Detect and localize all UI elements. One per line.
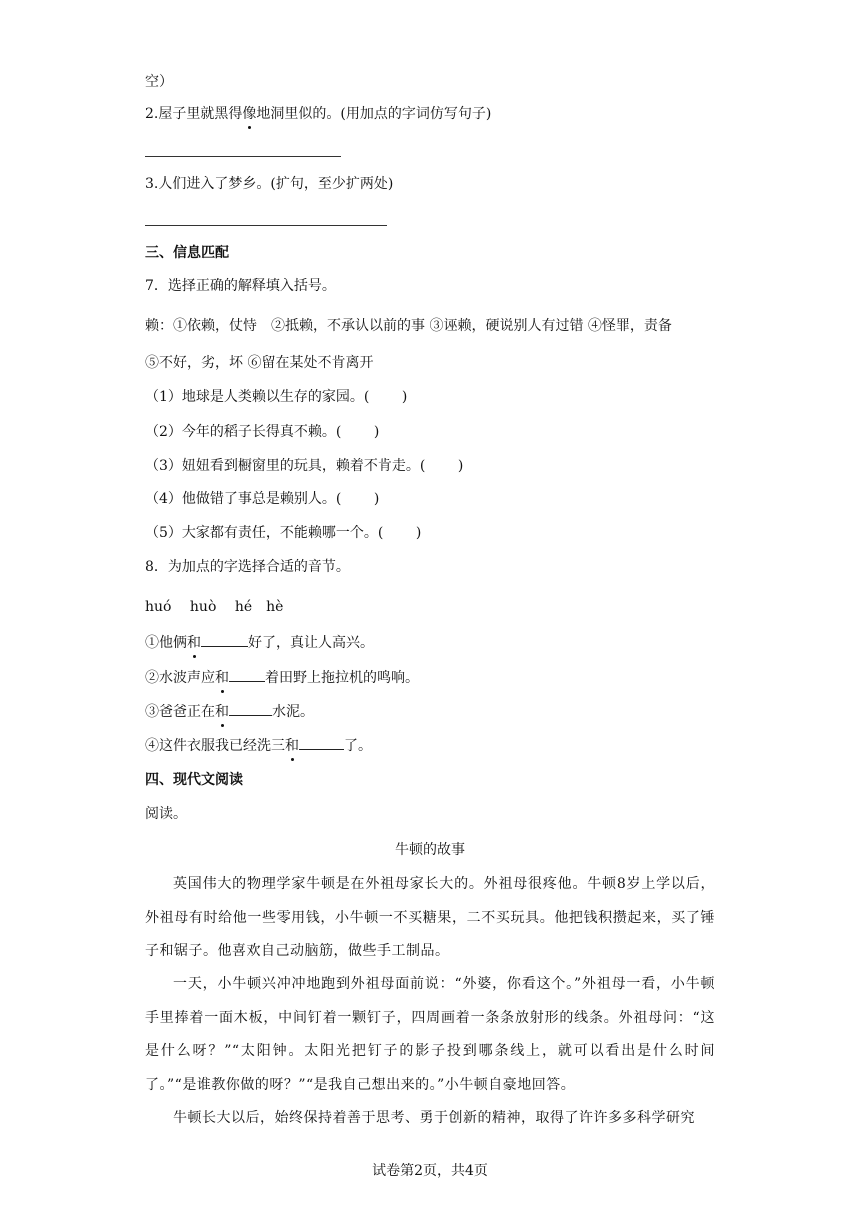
story-paragraph-2: 一天，小牛顿兴冲冲地跑到外祖母面前说：“外婆，你看这个。”外祖母一看，小牛顿手里捧着一面木板，中间钉着一颗钉子，四周画着一条条放射形的线条。外祖母问：“这是什么呀？”“太阳钟。太阳光把钉子的影子投到哪条线上，就可以看出是什么时间了。”“是谁教你做的呀？”“是我自己想出来的。”小牛顿自豪地回答。 (145, 976, 715, 1093)
q7-item-2[interactable]: （2）今年的稻子长得真不赖。( ) (145, 424, 380, 440)
q2-before: 2.屋子里就黑得 (145, 106, 243, 122)
q8-item-2-dotted-char: 和 (215, 670, 229, 686)
page-footer: 试卷第2页，共4页 (372, 1163, 488, 1179)
definition-line-2: ⑤不好，劣，坏 ⑥留在某处不肯离开 (145, 355, 374, 371)
q8-item-2 (145, 667, 419, 688)
q8-item-2-after: 着田野上拖拉机的鸣响。 (265, 670, 419, 686)
q8-item-2-before: ②水波声应 (145, 670, 215, 686)
q2-after: 地洞里似的。(用加点的字词仿写句子) (256, 106, 492, 122)
q8-item-3-dotted-char: 和 (215, 704, 229, 720)
q8-item-1-before: ①他俩 (145, 635, 187, 651)
question-3: 3.人们进入了梦乡。(扩句，至少扩两处) (145, 176, 394, 192)
question-2 (145, 104, 491, 124)
question-7-title: 7．选择正确的解释填入括号。 (145, 278, 336, 294)
q8-item-4-dotted-char: 和 (285, 738, 299, 754)
story-title: 牛顿的故事 (395, 842, 465, 858)
q8-item-3-blank[interactable] (229, 701, 272, 716)
continued-text: 空） (145, 74, 173, 90)
story-paragraph-3: 牛顿长大以后，始终保持着善于思考、勇于创新的精神，取得了许许多多科学研究 (173, 1110, 695, 1126)
q7-item-3[interactable]: （3）妞妞看到橱窗里的玩具，赖着不肯走。( ) (145, 458, 464, 474)
q8-item-1 (145, 632, 374, 653)
reading-intro: 阅读。 (145, 806, 187, 822)
definition-line-1: 赖：①依赖，仗恃 ②抵赖，不承认以前的事 ③诬赖，硬说别人有过错 ④怪罪，责备 (145, 318, 672, 334)
pinyin-options: huó huò hé hè (145, 599, 284, 615)
section-3-title: 三、信息匹配 (145, 245, 229, 261)
story-paragraph-1: 英国伟大的物理学家牛顿是在外祖母家长大的。外祖母很疼他。牛顿8岁上学以后，外祖母有时给他一些零用钱，小牛顿一不买糖果，二不买玩具。他把钱积攒起来，买了锤子和锯子。他喜欢自己动脑筋，做些手工制品。 (145, 876, 715, 959)
q8-item-1-after: 好了，真让人高兴。 (248, 635, 374, 651)
q7-item-5[interactable]: （5）大家都有责任，不能赖哪一个。( ) (145, 525, 422, 541)
section-4-title: 四、现代文阅读 (145, 772, 243, 788)
q8-item-3 (145, 701, 314, 722)
q8-item-1-dotted-char: 和 (187, 635, 201, 651)
q8-item-2-blank[interactable] (229, 667, 265, 682)
answer-line-2[interactable] (145, 156, 341, 157)
question-8-title: 8．为加点的字选择合适的音节。 (145, 559, 350, 575)
q8-item-4-before: ④这件衣服我已经洗三 (145, 738, 285, 754)
q8-item-3-after: 水泥。 (272, 704, 314, 720)
q8-item-4-after: 了。 (344, 738, 372, 754)
q8-item-4 (145, 735, 372, 756)
q8-item-4-blank[interactable] (299, 735, 344, 750)
q7-item-4[interactable]: （4）他做错了事总是赖别人。( ) (145, 491, 380, 507)
q2-dotted-char: 像 (242, 106, 257, 122)
answer-line-3[interactable] (145, 225, 387, 226)
q8-item-3-before: ③爸爸正在 (145, 704, 215, 720)
q8-item-1-blank[interactable] (201, 632, 248, 647)
q7-item-1[interactable]: （1）地球是人类赖以生存的家园。( ) (145, 389, 408, 405)
